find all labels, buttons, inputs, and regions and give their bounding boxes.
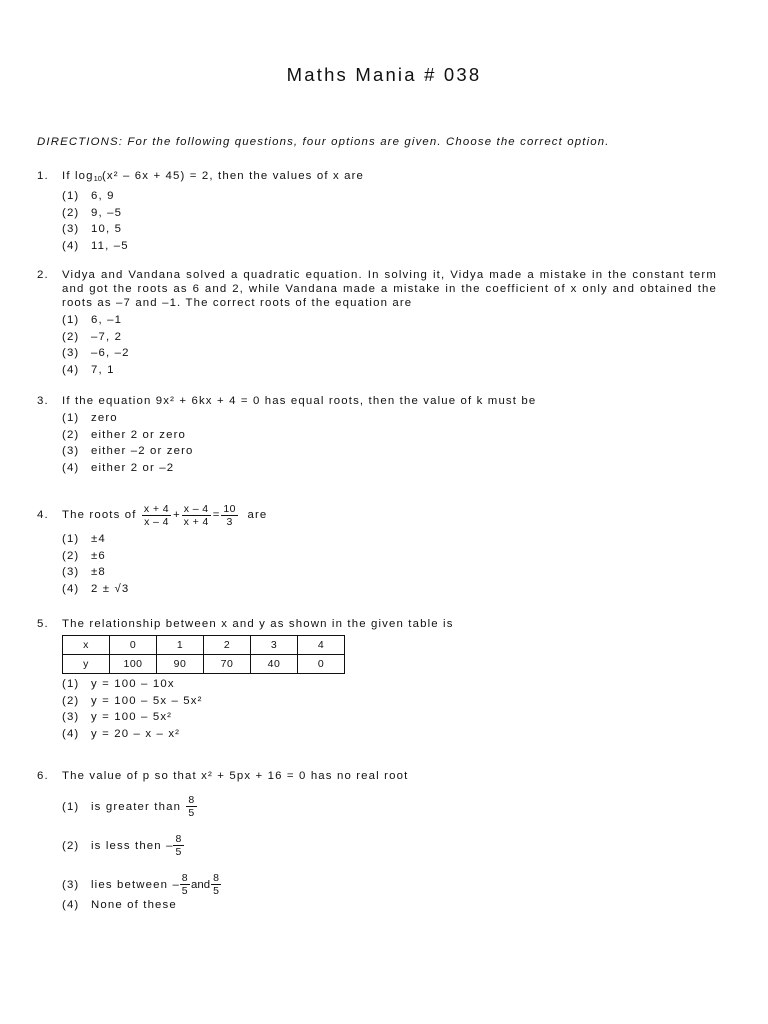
question-4 <box>37 500 717 598</box>
question-text: If the equation 9x² + 6kx + 4 = 0 has equal roots, then the value of k must be <box>62 395 537 407</box>
option-1: (1) ±4 <box>62 533 106 545</box>
option-4: (4) y = 20 – x – x² <box>62 727 181 740</box>
option-1: (1) y = 100 – 10x <box>62 678 175 690</box>
option-1: (1) 6, –1 <box>62 314 123 326</box>
page-title: Maths Mania # 038 <box>286 64 482 85</box>
option-2: (2) either 2 or zero <box>62 428 187 441</box>
options-list <box>62 189 717 255</box>
question-number: 4. <box>37 509 49 521</box>
option-3: (3) –6, –2 <box>62 347 130 359</box>
option-1: (1) 6, 9 <box>62 190 115 202</box>
question-5 <box>37 617 717 743</box>
question-number: 2. <box>37 269 49 281</box>
question-text: Vidya and Vandana solved a quadratic equation. In solving it, Vidya made a mistake in the constant term and got the roots as 6 and 2, while Vandana made a mistake in the coefficient of x only and obtained the roots as –7 and –1. The correct roots of the equation are <box>62 269 717 309</box>
option-3: (3) ±8 <box>62 566 106 578</box>
table-cell: 0 <box>110 636 157 655</box>
option-3: (3) 10, 5 <box>62 223 123 235</box>
option-3: (3) y = 100 – 5x² <box>62 711 173 723</box>
fraction: $\frac{8}{5}$ <box>181 872 189 897</box>
table-cell: y <box>63 655 110 674</box>
options-list <box>62 313 717 379</box>
option-2: (2) –7, 2 <box>62 330 123 343</box>
question-text: If $\log_{10}(x^2 - 6x + 45) = 2$, then the values of x are <box>62 170 365 183</box>
table-cell: 70 <box>204 655 251 674</box>
table-cell: 40 <box>251 655 298 674</box>
table-cell: 100 <box>110 655 157 674</box>
fraction: $\frac{8}{5}$ <box>175 833 182 858</box>
question-text: The value of p so that x² + 5px + 16 = 0 has no real root <box>62 770 409 782</box>
table-cell: x <box>63 636 110 655</box>
table-cell: 90 <box>157 655 204 674</box>
question-2 <box>37 268 717 379</box>
option-2: (2) y = 100 – 5x – 5x² <box>62 694 203 707</box>
question-text: The relationship between x and y as shown in the given table is <box>62 618 454 630</box>
options-list <box>62 677 717 743</box>
table-cell: 3 <box>251 636 298 655</box>
fraction: $\frac{8}{5}$ <box>188 794 195 819</box>
options-list <box>62 787 717 915</box>
option-3: (3) lies between – $\frac{8}{5}$ and $\frac{8}{5}$ <box>62 872 220 897</box>
option-2: (2) ±6 <box>62 549 106 562</box>
fraction-3: $\frac{10}{3}$ <box>223 502 236 528</box>
xy-table <box>62 635 345 674</box>
option-4: (4) 2 ± √3 <box>62 582 130 595</box>
table-cell: 4 <box>298 636 345 655</box>
option-1: (1) is greater than $\frac{8}{5}$ <box>62 794 195 819</box>
option-4: (4) 7, 1 <box>62 363 115 376</box>
question-1 <box>37 169 717 255</box>
option-1: (1) zero <box>62 412 118 424</box>
question-3 <box>37 394 717 477</box>
option-4: (4) None of these <box>62 899 177 911</box>
options-list <box>62 532 717 598</box>
question-6 <box>37 769 717 915</box>
question-number: 3. <box>37 395 49 407</box>
fraction-1: $\frac{x + 4}{x - 4}$ <box>143 502 169 528</box>
option-4: (4) either 2 or –2 <box>62 461 175 474</box>
table-cell: 1 <box>157 636 204 655</box>
table-cell: 2 <box>204 636 251 655</box>
option-2: (2) is less then – $\frac{8}{5}$ <box>62 833 182 858</box>
option-4: (4) 11, –5 <box>62 239 129 252</box>
table-cell: 0 <box>298 655 345 674</box>
directions-text: DIRECTIONS: For the following questions, four options are given. Choose the correct option. <box>37 136 610 148</box>
question-number: 6. <box>37 770 49 782</box>
table-row <box>63 636 345 655</box>
options-list <box>62 411 717 477</box>
table-row <box>63 655 345 674</box>
option-3: (3) either –2 or zero <box>62 445 194 457</box>
question-number: 1. <box>37 170 49 182</box>
question-number: 5. <box>37 618 49 630</box>
question-text: The roots of $\frac{x + 4}{x - 4}$ + $\frac{x - 4}{x + 4}$ = $\frac{10}{3}$ are <box>62 502 268 528</box>
fraction: $\frac{8}{5}$ <box>213 872 220 897</box>
option-2: (2) 9, –5 <box>62 206 123 219</box>
fraction-2: $\frac{x - 4}{x + 4}$ <box>183 502 209 528</box>
